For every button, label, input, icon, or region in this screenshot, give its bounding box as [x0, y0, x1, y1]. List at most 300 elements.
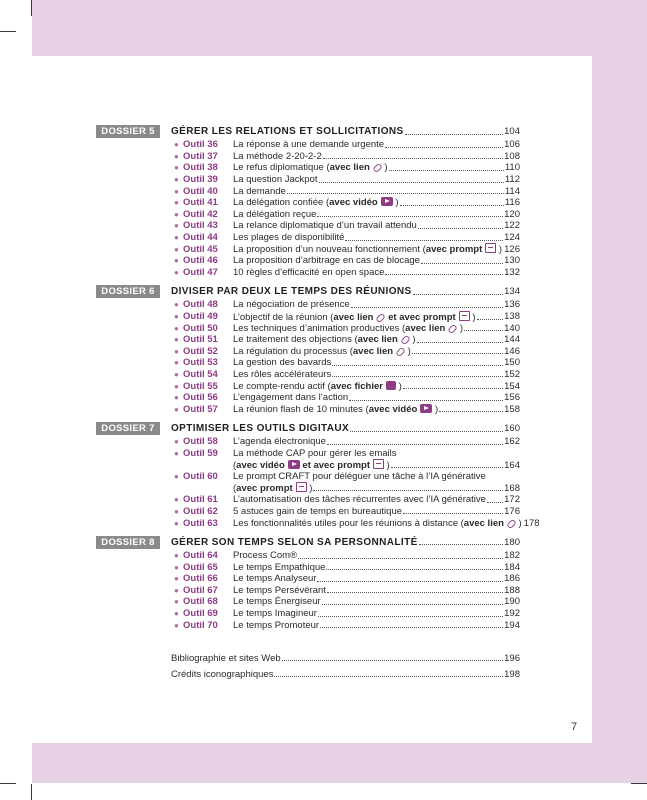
bullet-icon: ● [174, 244, 179, 254]
toc-entry[interactable] [96, 243, 520, 255]
tool-title [233, 608, 317, 619]
dot-leader [274, 668, 503, 677]
tool-number: Outil 60 [183, 471, 218, 483]
tool-title [233, 459, 390, 471]
tool-title [233, 255, 420, 266]
decorative-band-bottom [32, 743, 647, 783]
toc-entry[interactable] [96, 334, 520, 346]
closing-paren: ) [409, 334, 416, 346]
dot-leader [319, 174, 504, 183]
tool-title-text: Le traitement des objections ( [233, 334, 358, 346]
tool-title-text: La réponse à une demande urgente [233, 139, 385, 151]
tool-title [233, 311, 476, 323]
tool-number: Outil 38 [183, 162, 218, 174]
tool-title-text: La méthode CAP pour gérer les emails [233, 447, 397, 459]
toc-entry[interactable] [96, 608, 520, 620]
tool-number: Outil 49 [183, 311, 218, 323]
back-matter-title: Bibliographie et sites Web [171, 652, 281, 664]
back-matter-entry[interactable] [171, 650, 520, 666]
bullet-icon: ● [174, 346, 179, 356]
tool-title [233, 369, 331, 380]
bullet-icon: ● [174, 609, 179, 619]
toc-entry[interactable] [96, 561, 520, 573]
dossier-title: GÉRER LES RELATIONS ET SOLLICITATIONS [171, 126, 404, 137]
tool-title [233, 162, 388, 173]
crop-mark [0, 31, 16, 32]
toc-entry[interactable] [96, 162, 520, 174]
tool-page: 194 [504, 619, 520, 631]
tool-number: Outil 55 [183, 380, 218, 392]
dot-leader [327, 436, 503, 445]
dot-leader [477, 311, 504, 320]
toc-entry[interactable] [96, 573, 520, 585]
dot-leader [351, 299, 503, 308]
dossier-label: DOSSIER 8 [96, 536, 160, 549]
tool-number: Outil 43 [183, 220, 218, 232]
dossier-page: 134 [504, 286, 520, 298]
toc-entry[interactable] [96, 448, 520, 460]
resource-label: avec prompt [236, 483, 293, 495]
dot-leader [403, 380, 503, 389]
tool-title [233, 562, 325, 573]
page-number: 7 [571, 721, 578, 733]
dot-leader [412, 345, 503, 354]
tool-page: 154 [504, 380, 520, 392]
bullet-icon: ● [174, 140, 179, 150]
dot-leader [418, 220, 503, 229]
closing-paren: ) [306, 483, 313, 495]
tool-title [233, 585, 326, 596]
toc-entry[interactable] [96, 596, 520, 608]
tool-title-text: La régulation du processus ( [233, 345, 353, 357]
tool-title-text: Le refus diplomatique ( [233, 162, 330, 174]
toc-entry[interactable] [96, 322, 520, 334]
dossier-heading[interactable] [96, 535, 520, 550]
bullet-icon: ● [174, 163, 179, 173]
prompt-icon [296, 482, 307, 492]
tool-number: Outil 36 [183, 139, 218, 151]
tool-title-text: Le temps Analyseur [233, 573, 317, 585]
tool-title [233, 471, 486, 482]
play-icon [420, 404, 432, 413]
toc-entry[interactable] [96, 255, 520, 267]
tool-page: 168 [504, 482, 520, 494]
dot-leader [320, 619, 503, 628]
tool-title-text: Le temps Promoteur [233, 619, 320, 631]
tool-page: 164 [504, 459, 520, 471]
toc-entry[interactable] [96, 369, 520, 381]
dot-leader [439, 403, 503, 412]
tool-page: 116 [504, 197, 520, 209]
tool-page: 186 [504, 573, 520, 585]
toc-entry[interactable] [96, 220, 520, 232]
dot-leader [317, 573, 503, 582]
tool-title [233, 573, 316, 584]
tool-number: Outil 40 [183, 185, 218, 197]
toc-entry[interactable] [96, 482, 520, 494]
tool-title-text: Le temps Énergiseur [233, 596, 321, 608]
dossier-page: 160 [504, 423, 520, 435]
tool-number: Outil 42 [183, 208, 218, 220]
tool-page: 108 [504, 150, 520, 162]
tool-number: Outil 52 [183, 345, 218, 357]
tool-title-text: La délégation confiée ( [233, 197, 330, 209]
tool-title-text: Les rôles accélérateurs [233, 368, 332, 380]
tool-number: Outil 68 [183, 596, 218, 608]
tool-title-text: L’engagement dans l’action [233, 392, 349, 404]
crop-mark [0, 783, 16, 784]
toc-entry[interactable] [96, 392, 520, 404]
tool-title [233, 518, 522, 529]
tool-title [233, 323, 463, 334]
bullet-icon: ● [174, 620, 179, 630]
tool-number: Outil 37 [183, 150, 218, 162]
tool-number: Outil 58 [183, 436, 218, 448]
tool-title-text: La question Jackpot [233, 174, 318, 186]
closing-paren: ) [381, 162, 388, 174]
resource-label: avec vidéo [329, 197, 378, 209]
dot-leader [385, 139, 503, 148]
table-of-contents [96, 124, 540, 631]
tool-title [233, 186, 286, 197]
dossier-label: DOSSIER 7 [96, 422, 160, 435]
tool-number: Outil 69 [183, 608, 218, 620]
tool-number: Outil 59 [183, 447, 218, 459]
tool-title-text: Le temps Persévérant [233, 584, 326, 596]
bullet-icon: ● [174, 221, 179, 231]
prompt-icon [373, 459, 384, 469]
bullet-icon: ● [174, 369, 179, 379]
tool-page: 106 [504, 139, 520, 151]
tool-number: Outil 70 [183, 619, 218, 631]
bullet-icon: ● [174, 472, 179, 482]
tool-page: 172 [504, 494, 520, 506]
toc-entry[interactable] [96, 357, 520, 369]
bullet-icon: ● [174, 209, 179, 219]
tool-title-text: Les techniques d’animation productives ( [233, 322, 406, 334]
toc-entry[interactable] [96, 619, 520, 631]
toc-entry[interactable] [96, 209, 520, 221]
dot-leader [413, 286, 504, 295]
tool-title-text: La réunion flash de 10 minutes ( [233, 403, 369, 415]
back-matter-page: 196 [504, 652, 520, 664]
tool-title-text: La demande [233, 185, 286, 197]
tool-title-text: Les plages de disponibilité [233, 232, 345, 244]
tool-page: 178 [523, 517, 540, 529]
link-icon [376, 312, 387, 323]
dot-leader [385, 266, 503, 275]
dot-leader [345, 232, 503, 241]
tool-title [233, 232, 344, 243]
tool-number: Outil 48 [183, 299, 218, 311]
toc-entry[interactable] [96, 494, 520, 506]
tool-number: Outil 44 [183, 232, 218, 244]
bullet-icon: ● [174, 256, 179, 266]
toc-entry[interactable] [96, 459, 520, 471]
dot-leader [391, 459, 503, 468]
tool-page: 158 [504, 403, 520, 415]
tool-page: 136 [504, 299, 520, 311]
tool-title [233, 506, 402, 517]
tool-number: Outil 41 [183, 197, 218, 209]
dot-leader [487, 494, 503, 503]
bullet-icon: ● [174, 574, 179, 584]
back-matter-entry[interactable] [171, 666, 520, 682]
dossier-page: 180 [504, 536, 520, 548]
tool-title [233, 482, 312, 494]
toc-entry[interactable] [96, 174, 520, 186]
tool-page: 110 [504, 162, 520, 174]
tool-title [233, 243, 502, 255]
closing-paren: ) [457, 322, 464, 334]
bullet-icon: ● [174, 551, 179, 561]
tool-number: Outil 56 [183, 392, 218, 404]
dot-leader [298, 550, 503, 559]
dot-leader [313, 482, 503, 491]
toc-entry[interactable] [96, 506, 520, 518]
tool-title-text: Le prompt CRAFT pour déléguer une tâche à l’IA générative [233, 471, 486, 483]
dot-leader [317, 208, 503, 217]
dot-leader [326, 561, 503, 570]
toc-entry[interactable] [96, 517, 540, 529]
back-matter-title: Crédits iconographiques [171, 668, 274, 680]
tool-page: 122 [504, 220, 520, 232]
resource-label: avec prompt [425, 244, 483, 256]
dossier-heading[interactable] [96, 124, 520, 139]
dot-leader [464, 322, 503, 331]
bullet-icon: ● [174, 175, 179, 185]
bullet-icon: ● [174, 518, 179, 528]
dossier-label: DOSSIER 5 [96, 125, 160, 138]
resource-label: avec fichier [330, 380, 383, 392]
bullet-icon: ● [174, 437, 179, 447]
tool-title [233, 139, 384, 150]
tool-number: Outil 65 [183, 561, 218, 573]
tool-page: 138 [504, 311, 520, 323]
tool-title-text: La négociation de présence [233, 299, 350, 311]
toc-entry[interactable] [96, 311, 520, 323]
dot-leader [417, 334, 504, 343]
tool-title [233, 404, 438, 415]
tool-title-text: 5 astuces gain de temps en bureautique [233, 505, 403, 517]
tool-page: 114 [504, 185, 520, 197]
bullet-icon: ● [174, 495, 179, 505]
tool-number: Outil 54 [183, 368, 218, 380]
tool-number: Outil 39 [183, 174, 218, 186]
tool-page: 152 [504, 368, 520, 380]
bullet-icon: ● [174, 585, 179, 595]
play-icon [381, 197, 393, 206]
resource-label: et avec prompt [388, 311, 456, 323]
resource-label: avec lien [329, 162, 370, 174]
dossier-heading[interactable] [96, 284, 520, 299]
tool-title [233, 357, 331, 368]
tool-title [233, 209, 316, 220]
dossier-title: GÉRER SON TEMPS SELON SA PERSONNALITÉ [171, 536, 418, 548]
closing-paren: ) [515, 517, 522, 529]
toc-entry[interactable] [96, 197, 520, 209]
tool-page: 150 [504, 357, 520, 369]
dot-leader [349, 392, 503, 401]
tool-title [233, 550, 297, 561]
tool-title [233, 381, 402, 392]
dot-leader [287, 185, 504, 194]
back-matter [171, 650, 520, 682]
tool-page: 182 [504, 550, 520, 562]
tool-title [233, 174, 318, 185]
tool-number: Outil 45 [183, 243, 218, 255]
tool-title-text: Le compte-rendu actif ( [233, 380, 331, 392]
tool-title [233, 596, 321, 607]
dot-leader [405, 126, 504, 135]
tool-number: Outil 67 [183, 584, 218, 596]
bullet-icon: ● [174, 267, 179, 277]
tool-title [233, 334, 416, 345]
closing-paren: ) [469, 311, 476, 323]
dossier-title: DIVISER PAR DEUX LE TEMPS DES RÉUNIONS [171, 286, 412, 298]
bullet-icon: ● [174, 335, 179, 345]
tool-title [233, 346, 411, 357]
toc-entry[interactable] [96, 232, 520, 244]
dot-leader [350, 423, 503, 432]
resource-label: avec vidéo [368, 403, 418, 415]
dot-leader [327, 584, 503, 593]
dossier-title: OPTIMISER LES OUTILS DIGITAUX [171, 423, 350, 435]
dossier-label: DOSSIER 6 [96, 285, 160, 298]
closing-paren: ) [432, 403, 439, 415]
dot-leader [421, 255, 503, 264]
tool-page: 112 [504, 174, 520, 186]
tool-title [233, 197, 399, 208]
tool-title [233, 448, 397, 459]
tool-title-text: L’automatisation des tâches récurrentes avec l’IA générative [233, 494, 486, 506]
tool-title-text: Le temps Imagineur [233, 608, 317, 620]
crop-mark [631, 783, 647, 784]
toc-entry[interactable] [96, 380, 520, 392]
tool-page: 120 [504, 208, 520, 220]
tool-number: Outil 62 [183, 505, 218, 517]
tool-number: Outil 66 [183, 573, 218, 585]
toc-entry[interactable] [96, 585, 520, 597]
tool-page: 124 [504, 232, 520, 244]
toc-entry[interactable] [96, 299, 520, 311]
bullet-icon: ● [174, 198, 179, 208]
toc-entry[interactable] [96, 267, 520, 279]
toc-entry[interactable] [96, 185, 520, 197]
tool-title-text: La délégation reçue [233, 208, 317, 220]
tool-title [233, 299, 350, 310]
bullet-icon: ● [174, 562, 179, 572]
bullet-icon: ● [174, 300, 179, 310]
resource-label: et avec prompt [302, 460, 370, 472]
toc-entry[interactable] [96, 471, 520, 483]
dossier-page: 104 [504, 126, 520, 137]
closing-paren: ) [496, 244, 503, 256]
resource-label: avec lien [357, 334, 398, 346]
toc-entry[interactable] [96, 403, 520, 415]
dot-leader [332, 357, 503, 366]
tool-title-text: Les fonctionnalités utiles pour les réunions à distance ( [233, 517, 464, 529]
play-icon [288, 460, 300, 469]
tool-title-text: 10 règles d’efficacité en open space [233, 266, 385, 278]
tool-page: 156 [504, 392, 520, 404]
tool-page: 130 [504, 255, 520, 267]
tool-page: 132 [504, 266, 520, 278]
back-matter-page: 198 [504, 668, 520, 680]
closing-paren: ) [405, 345, 411, 357]
resource-label: avec vidéo [236, 460, 285, 472]
tool-title-text: Process Com® [233, 550, 298, 562]
tool-number: Outil 47 [183, 266, 218, 278]
tool-number: Outil 63 [183, 517, 218, 529]
tool-title-text: La relance diplomatique d’un travail attendu [233, 220, 417, 232]
tool-page: 190 [504, 596, 520, 608]
dossier-heading[interactable] [96, 421, 520, 436]
tool-title-text: Le temps Empathique [233, 561, 326, 573]
crop-mark [31, 784, 32, 800]
bullet-icon: ● [174, 186, 179, 196]
toc-entry[interactable] [96, 151, 520, 163]
prompt-icon [459, 311, 470, 321]
tool-title-text: La méthode 2-20-2-2 [233, 150, 322, 162]
toc-entry[interactable] [96, 139, 520, 151]
resource-label: avec lien [352, 345, 394, 357]
tool-page: 140 [504, 322, 520, 334]
dot-leader [332, 368, 503, 377]
resource-label: avec lien [405, 322, 446, 334]
decorative-band-right [592, 56, 647, 743]
dot-leader [323, 150, 503, 159]
tool-title [233, 151, 322, 162]
tool-number: Outil 46 [183, 255, 218, 267]
bullet-icon: ● [174, 597, 179, 607]
bullet-icon: ● [174, 404, 179, 414]
tool-page: 188 [504, 584, 520, 596]
bullet-icon: ● [174, 323, 179, 333]
dot-leader [400, 197, 504, 206]
dot-leader [389, 162, 504, 171]
tool-page: 144 [504, 334, 520, 346]
bullet-icon: ● [174, 381, 179, 391]
closing-paren: ) [392, 197, 399, 209]
tool-title-text: La proposition d’arbitrage en cas de blocage [233, 255, 420, 267]
prompt-icon [485, 243, 496, 253]
tool-page: 126 [504, 243, 520, 255]
tool-page: 176 [504, 505, 520, 517]
closing-paren: ) [395, 380, 402, 392]
tool-title [233, 494, 486, 505]
bullet-icon: ● [174, 393, 179, 403]
toc-entry[interactable] [96, 550, 520, 562]
tool-number: Outil 53 [183, 357, 218, 369]
tool-number: Outil 51 [183, 334, 218, 346]
bullet-icon: ● [174, 448, 179, 458]
dot-leader [282, 652, 503, 661]
bullet-icon: ● [174, 233, 179, 243]
tool-page: 146 [504, 345, 520, 357]
dot-leader [318, 608, 503, 617]
toc-entry[interactable] [96, 436, 520, 448]
tool-title-text: L’objectif de la réunion ( [233, 311, 334, 323]
bullet-icon: ● [174, 358, 179, 368]
tool-title [233, 392, 348, 403]
bullet-icon: ● [174, 151, 179, 161]
toc-entry[interactable] [96, 346, 520, 358]
dot-leader [419, 536, 503, 545]
tool-title-text: La proposition d’un nouveau fonctionnement ( [233, 244, 426, 256]
bullet-icon: ● [174, 506, 179, 516]
file-icon [386, 381, 396, 390]
